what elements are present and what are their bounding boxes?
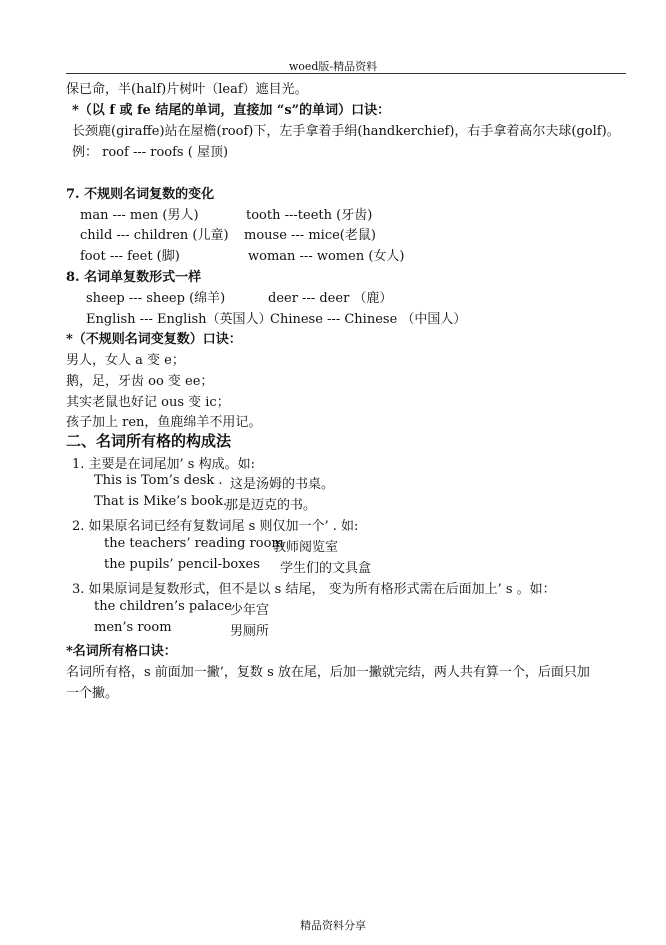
- section-heading-8: 8. 名词单复数形式一样: [66, 270, 202, 285]
- example-en: the teachers’ reading room: [104, 536, 284, 551]
- mnemonic-line: 其实老鼠也好记 ous 变 ic；: [66, 395, 230, 410]
- word-pair: deer --- deer （鹿）: [268, 291, 393, 306]
- example-en: the children’s palace: [94, 599, 232, 614]
- text-line: 长颈鹿(giraffe)站在屋檐(roof)下，左手拿着手绢(handkerchief)，右手拿着高尔夫球(golf)。: [72, 124, 620, 139]
- example-en: This is Tom’s desk .: [94, 473, 223, 488]
- example-zh: 学生们的文具盒: [280, 561, 372, 576]
- header-divider: [66, 73, 626, 74]
- word-pair: mouse --- mice(老鼠): [244, 228, 376, 243]
- example-line: 例： roof --- roofs ( 屋顶): [72, 145, 229, 160]
- mnemonic-line: 孩子加上 ren，鱼鹿绵羊不用记。: [66, 415, 262, 430]
- rule-line: 2. 如果原名词已经有复数词尾 s 则仅加一个’ . 如:: [72, 519, 359, 534]
- word-pair: foot --- feet (脚): [80, 249, 180, 264]
- text-line: 保已命，半(half)片树叶（leaf）遮目光。: [66, 82, 308, 97]
- page-footer: 精品资料分享: [300, 919, 366, 932]
- section-heading-7: 7. 不规则名词复数的变化: [66, 187, 215, 202]
- section-heading-possessive: 二、名词所有格的构成法: [66, 432, 232, 450]
- mnemonic-heading: *（不规则名词变复数）口诀：: [66, 332, 242, 347]
- mnemonic-heading: *（以 f 或 fe 结尾的单词，直接加 “s”的单词）口诀：: [72, 103, 391, 118]
- word-pair: man --- men (男人): [80, 208, 199, 223]
- example-zh: 这是汤姆的书桌。: [230, 477, 335, 492]
- word-pair: sheep --- sheep (绵羊): [86, 291, 226, 306]
- example-zh: 男厕所: [230, 624, 270, 639]
- example-zh: 那是迈克的书。: [225, 498, 317, 513]
- word-pair: tooth ---teeth (牙齿): [246, 208, 373, 223]
- page-header: woed版-精品资料: [288, 60, 378, 73]
- mnemonic-line: 男人，女人 a 变 e；: [66, 353, 185, 368]
- example-zh: 少年宫: [230, 603, 270, 618]
- example-en: men’s room: [94, 620, 172, 635]
- word-pair: English --- English（英国人）: [86, 312, 272, 327]
- example-en: the pupils’ pencil-boxes: [104, 557, 260, 572]
- mnemonic-line: 一个撇。: [66, 686, 119, 701]
- word-pair: woman --- women (女人): [248, 249, 405, 264]
- mnemonic-heading: *名词所有格口诀：: [66, 644, 177, 659]
- example-zh: 教师阅览室: [273, 540, 339, 555]
- example-en: That is Mike’s book.: [94, 494, 228, 509]
- word-pair: Chinese --- Chinese （中国人）: [270, 312, 467, 327]
- mnemonic-line: 名词所有格，s 前面加一撇’，复数 s 放在尾，后加一撇就完结，两人共有算一个，后面只加: [66, 665, 590, 680]
- mnemonic-line: 鹅，足，牙齿 oo 变 ee；: [66, 374, 214, 389]
- word-pair: child --- children (儿童): [80, 228, 229, 243]
- rule-line: 1. 主要是在词尾加’ s 构成。如:: [72, 457, 255, 472]
- rule-line: 3. 如果原词是复数形式，但不是以 s 结尾， 变为所有格形式需在后面加上’ s 。如：: [72, 582, 556, 597]
